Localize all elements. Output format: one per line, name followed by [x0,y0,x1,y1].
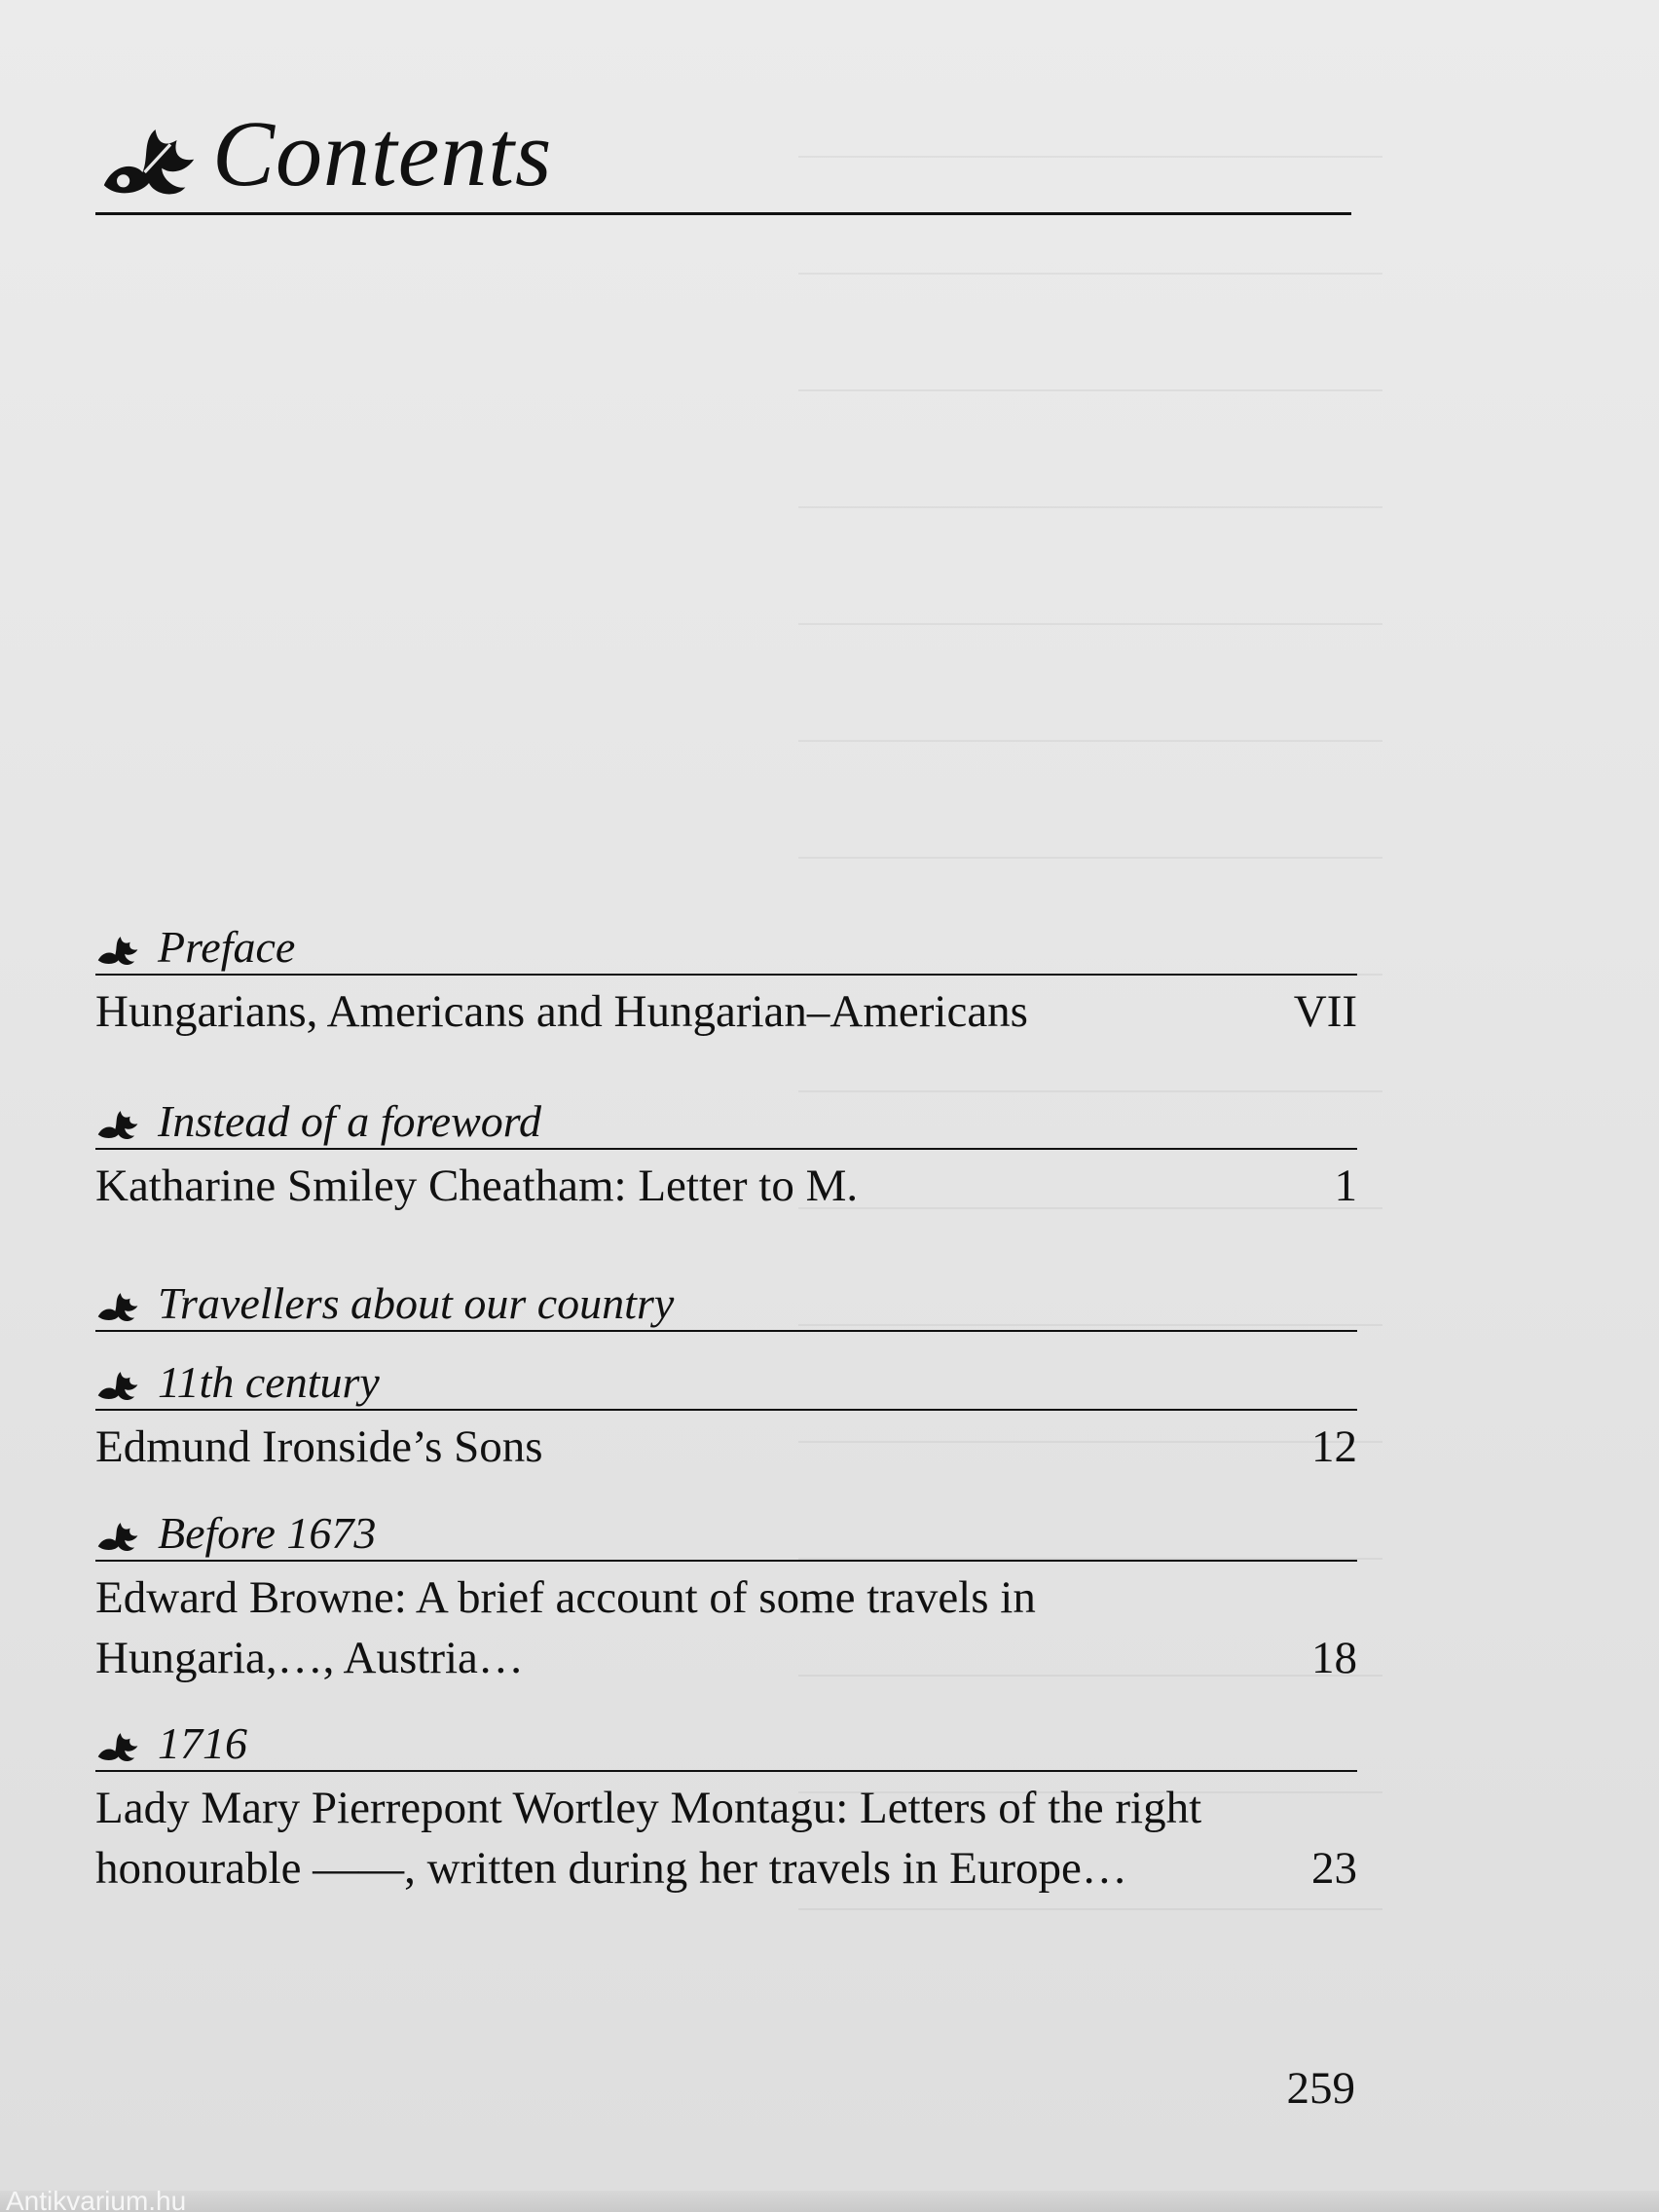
toc-entry[interactable] [95,1411,1357,1477]
section-heading: Instead of a foreword [95,1095,1357,1150]
leaf-ornament-icon [95,1281,150,1324]
section-heading: 11th century [95,1356,1357,1411]
leaf-ornament-icon [95,1099,150,1142]
watermark: Antikvarium.hu [6,2191,187,2212]
leaf-ornament-icon [95,97,203,204]
section-heading: Preface [95,921,1357,976]
section-before-1673 [95,1507,1357,1688]
leaf-ornament-icon [95,925,150,968]
section-preface [95,921,1357,1042]
entry-page: VII [1293,986,1357,1037]
toc-entry[interactable] [95,1150,1357,1216]
leaf-ornament-icon [95,1360,150,1403]
entry-title: Edmund Ironside’s Sons [95,1421,543,1472]
section-1716 [95,1717,1357,1899]
toc-entry[interactable] [95,1772,1357,1899]
entry-title: Hungarians, Americans and Hungarian–Americans [95,986,1028,1037]
leaf-ornament-icon [95,1511,150,1554]
entry-page: 18 [1311,1633,1357,1683]
toc-entry[interactable] [95,976,1357,1042]
section-heading: 1716 [95,1717,1357,1772]
entry-title: Lady Mary Pierrepont Wortley Montagu: Letters of the right honourable ——, written during her travels in Europe… [95,1783,1202,1894]
section-travellers [95,1277,1357,1332]
entry-title: Edward Browne: A brief account of some travels in Hungaria,…, Austria… [95,1572,1036,1683]
contents-title-row [95,86,1351,215]
section-foreword [95,1095,1357,1216]
entry-page: 1 [1334,1161,1357,1211]
entry-page: 12 [1311,1421,1357,1472]
toc-entry[interactable] [95,1562,1357,1688]
section-11th-century [95,1356,1357,1477]
entry-title: Katharine Smiley Cheatham: Letter to M. [95,1161,859,1211]
section-heading: Travellers about our country [95,1277,1357,1332]
page-title: Contents [212,101,553,205]
section-heading: Before 1673 [95,1507,1357,1562]
page-number: 259 [1286,2063,1355,2114]
entry-page: 23 [1311,1843,1357,1894]
leaf-ornament-icon [95,1721,150,1764]
footer-strip [0,2191,1659,2212]
